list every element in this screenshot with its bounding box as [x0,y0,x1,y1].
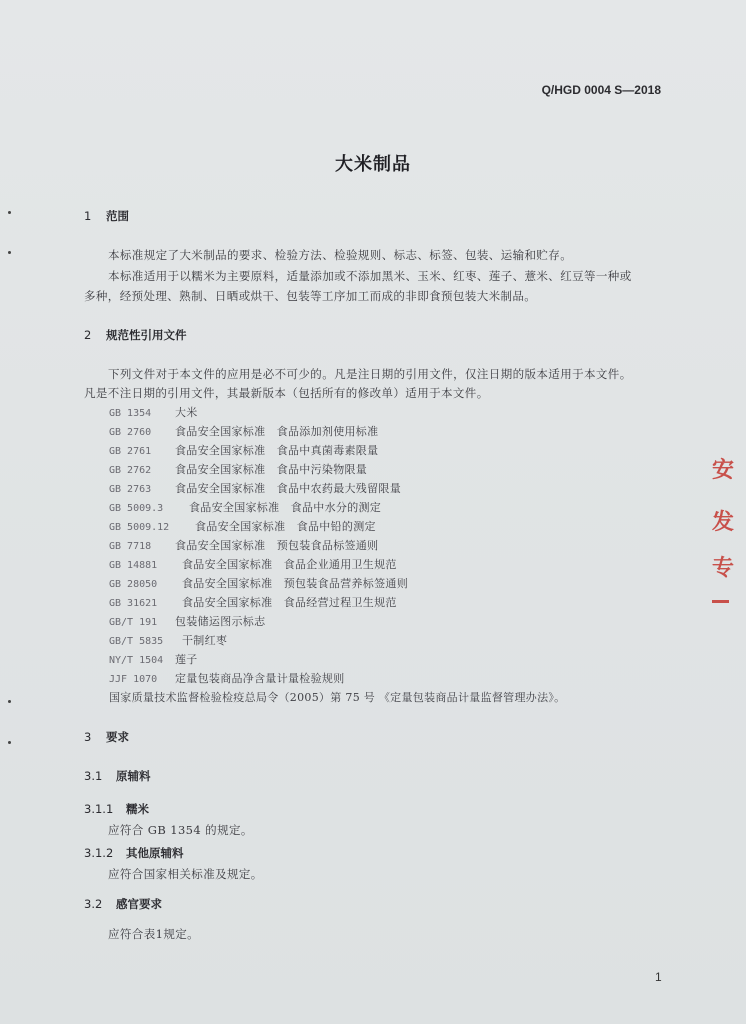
reference-title: 国家质量技术监督检验检疫总局令（2005）第 75 号 《定量包装商品计量监督管理办法》。 [109,691,566,704]
reference-code: GB 2762 [109,465,152,476]
reference-title: 食品安全国家标准 食品中水分的测定 [189,501,382,514]
section-number: 1 [84,209,92,223]
reference-code: GB 1354 [109,408,152,419]
reference-code: GB/T 191 [109,617,158,628]
reference-code: JJF 1070 [109,674,158,685]
scan-mark [8,211,11,214]
section-number: 3 [84,730,92,744]
section-title: 范围 [106,209,129,223]
section-number: 3.1 [84,769,103,783]
paragraph: 应符合表1规定。 [108,927,200,941]
paragraph: 下列文件对于本文件的应用是必不可少的。凡是注日期的引用文件，仅注日期的版本适用于本文件。 [108,367,632,381]
reference-title: 干制红枣 [182,634,228,647]
reference-code: GB 31621 [109,598,158,609]
reference-item [109,537,378,553]
reference-item [109,423,378,439]
document-code: Q/HGD 0004 S—2018 [541,83,661,97]
reference-title: 包装储运图示标志 [175,615,266,628]
section-3-heading [84,729,129,745]
stamp-fragment: 发 [712,510,735,535]
reference-title: 食品安全国家标准 食品经营过程卫生规范 [182,596,397,609]
reference-item [109,651,198,667]
reference-code: GB 14881 [109,560,158,571]
reference-title: 食品安全国家标准 预包装食品标签通则 [175,539,379,552]
reference-title: 食品安全国家标准 食品中农药最大残留限量 [175,482,401,495]
reference-item [109,594,397,610]
paragraph: 凡是不注日期的引用文件，其最新版本（包括所有的修改单）适用于本文件。 [84,386,489,400]
reference-code: GB 5009.12 [109,522,170,533]
section-2-heading [84,327,187,343]
reference-title: 食品安全国家标准 食品中污染物限量 [175,463,368,476]
section-number: 3.2 [84,897,103,911]
reference-code: GB 7718 [109,541,152,552]
section-title: 要求 [106,730,129,744]
stamp-fragment: 专 [712,556,735,581]
reference-item [109,575,408,591]
section-3-1-1-heading [84,801,149,817]
reference-title: 食品安全国家标准 预包装食品营养标签通则 [182,577,408,590]
reference-title: 食品安全国家标准 食品添加剂使用标准 [175,425,379,438]
reference-item [109,461,367,477]
scan-mark [8,251,11,254]
section-number: 2 [84,328,92,342]
reference-item [109,689,565,705]
reference-code: GB 2763 [109,484,152,495]
section-number: 3.1.1 [84,802,114,816]
paragraph: 本标准适用于以糯米为主要原料，适量添加或不添加黑米、玉米、红枣、莲子、薏米、红豆等一种或 [108,269,632,283]
section-title: 糯米 [126,802,149,816]
reference-title: 大米 [175,406,198,419]
reference-code: GB 2761 [109,446,152,457]
reference-item [109,632,227,648]
section-3-1-2-heading [84,845,184,861]
reference-code: GB 2760 [109,427,152,438]
section-title: 感官要求 [116,897,162,911]
reference-code: GB 5009.3 [109,503,164,514]
paragraph: 应符合国家相关标准及规定。 [108,867,263,881]
paragraph: 应符合 GB 1354 的规定。 [108,823,253,837]
reference-item [109,613,265,629]
section-3-1-heading [84,768,151,784]
reference-item [109,404,198,420]
stamp-line [712,600,729,603]
reference-item [109,518,376,534]
document-title: 大米制品 [335,154,411,175]
reference-title: 莲子 [175,653,198,666]
stamp-fragment: 安 [712,458,735,483]
page-number: 1 [655,970,662,984]
reference-code: GB 28050 [109,579,158,590]
section-title: 其他原辅料 [126,846,184,860]
reference-code: NY/T 1504 [109,655,164,666]
section-title: 原辅料 [116,769,151,783]
section-number: 3.1.2 [84,846,114,860]
reference-item [109,442,378,458]
reference-item [109,556,397,572]
reference-item [109,480,401,496]
reference-code: GB/T 5835 [109,636,164,647]
reference-item [109,670,345,686]
paragraph: 多种，经预处理、熟制、日晒或烘干、包装等工序加工而成的非即食预包装大米制品。 [84,289,537,303]
reference-item [109,499,381,515]
reference-title: 食品安全国家标准 食品中真菌毒素限量 [175,444,379,457]
scan-mark [8,700,11,703]
section-title: 规范性引用文件 [106,328,187,342]
reference-title: 食品安全国家标准 食品企业通用卫生规范 [182,558,397,571]
scan-mark [8,741,11,744]
section-1-heading [84,208,129,224]
paragraph: 本标准规定了大米制品的要求、检验方法、检验规则、标志、标签、包装、运输和贮存。 [108,248,573,262]
reference-title: 食品安全国家标准 食品中铅的测定 [195,520,376,533]
reference-title: 定量包装商品净含量计量检验规则 [175,672,345,685]
section-3-2-heading [84,896,162,912]
